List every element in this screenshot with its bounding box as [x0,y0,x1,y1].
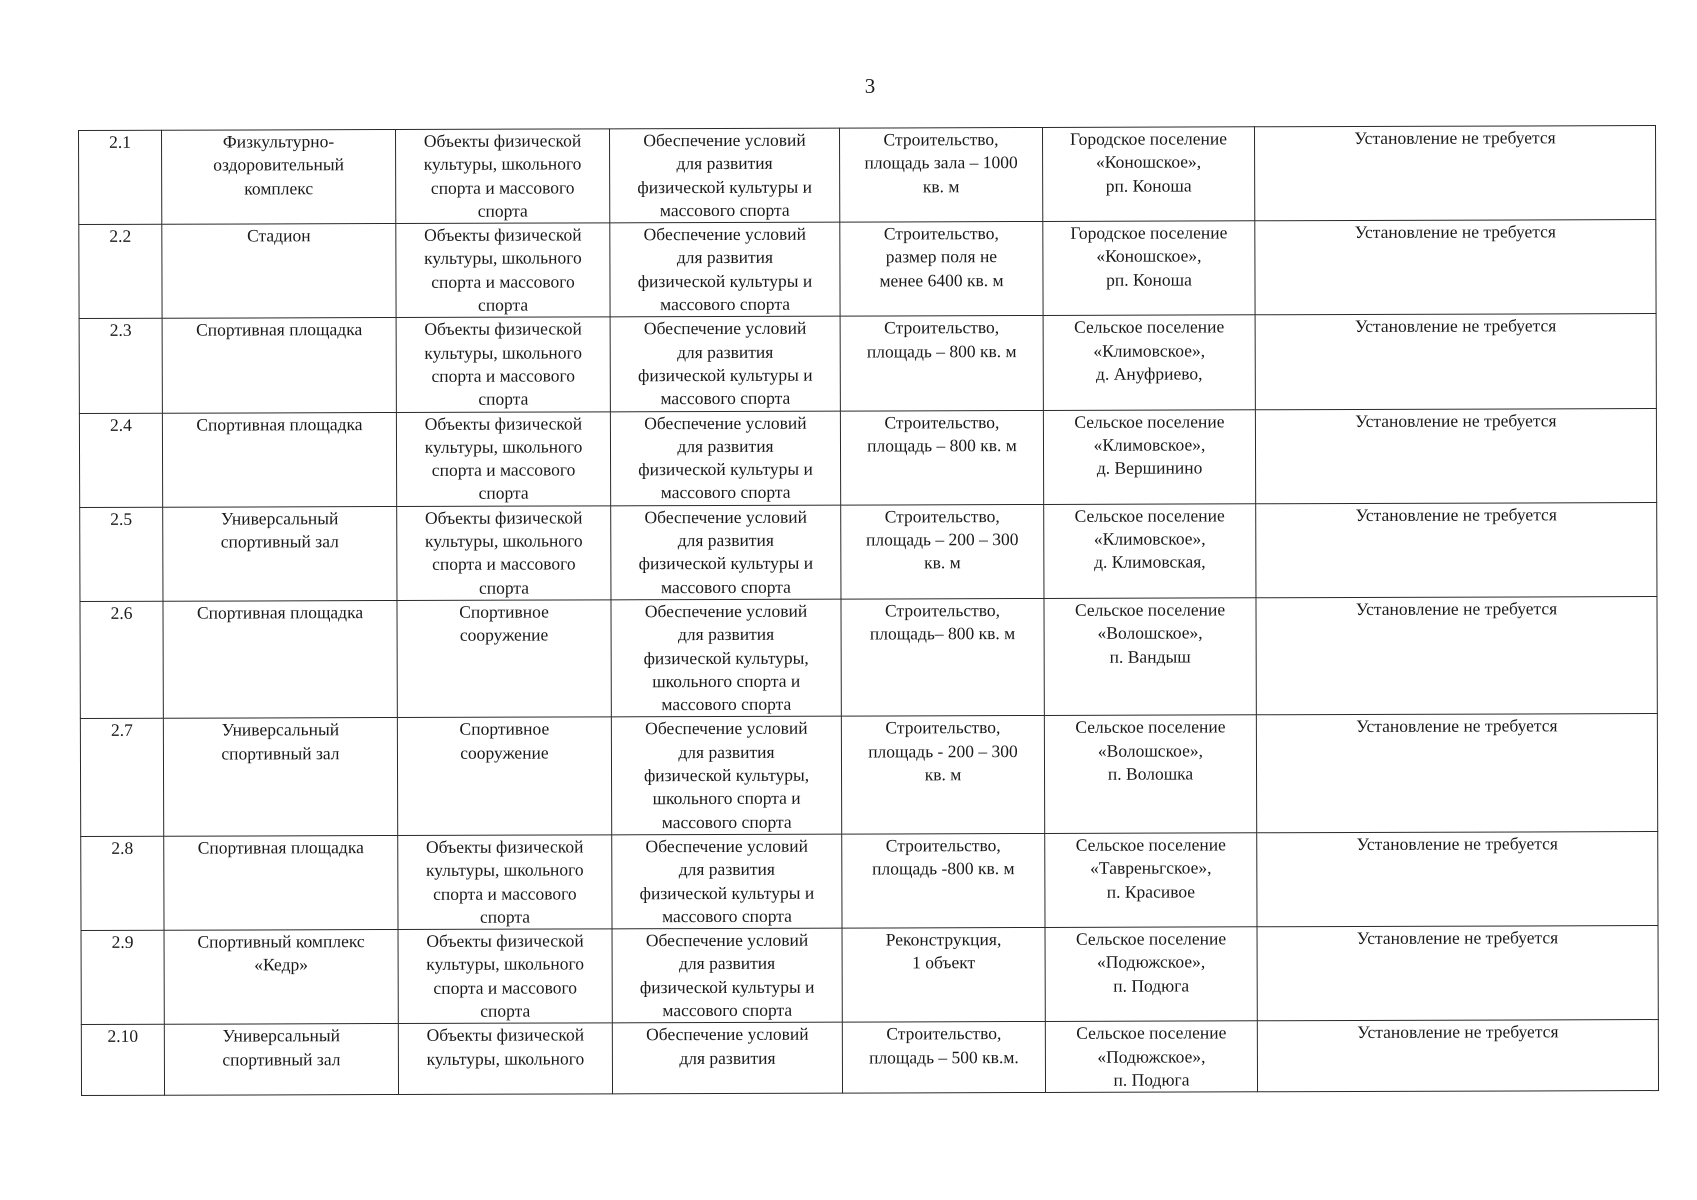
cell-object-name: Спортивный комплекс «Кедр» [164,930,398,1025]
cell-purpose: Обеспечение условий для развития физической культуры и массового спорта [612,834,842,929]
cell-object-name: Стадион [162,224,396,319]
cell-location: Сельское поселение «Тавреньгское», п. Красивое [1045,833,1257,928]
cell-object-type: Спортивное сооружение [397,717,611,835]
cell-purpose: Обеспечение условий для развития физической культуры, школьного спорта и массового спорта [611,717,841,835]
cell-object-type: Объекты физической культуры, школьного спорта и массового спорта [398,835,612,930]
table-row [81,926,1658,1025]
cell-zone: Установление не требуется [1257,831,1658,926]
cell-location: Сельское поселение «Климовское», д. Вершинино [1043,409,1255,504]
cell-object-type: Объекты физической культуры, школьного спорта и массового спорта [396,223,610,318]
cell-object-type: Объекты физической культуры, школьного [398,1023,612,1095]
cell-location: Сельское поселение «Волошское», п. Волошка [1044,715,1256,833]
cell-object-type: Объекты физической культуры, школьного спорта и массового спорта [396,129,610,224]
cell-object-name: Универсальный спортивный зал [164,1024,398,1096]
cell-location: Городское поселение «Коношское», рп. Коноша [1043,221,1255,316]
cell-characteristics: Строительство, размер поля не менее 6400 кв. м [840,222,1043,317]
cell-location: Сельское поселение «Подюжское», п. Подюга [1045,927,1257,1022]
cell-object-type: Объекты физической культуры, школьного спорта и массового спорта [397,506,611,601]
cell-object-name: Спортивная площадка [163,600,397,718]
cell-location: Сельское поселение «Подюжское», п. Подюга [1045,1021,1257,1093]
cell-purpose: Обеспечение условий для развития физической культуры, школьного спорта и массового спорта [611,599,841,717]
cell-object-type: Объекты физической культуры, школьного спорта и массового спорта [398,929,612,1024]
table-row [80,596,1657,718]
cell-characteristics: Строительство, площадь – 500 кв.м. [842,1022,1045,1094]
cell-zone: Установление не требуется [1257,1020,1658,1092]
cell-number: 2.7 [80,719,163,837]
cell-object-name: Спортивная площадка [162,318,396,413]
cell-characteristics: Строительство, площадь – 200 – 300 кв. м [841,504,1044,599]
cell-zone: Установление не требуется [1256,502,1657,597]
cell-number: 2.1 [79,130,162,224]
cell-object-type: Спортивное сооружение [397,600,611,718]
table-row [80,502,1657,601]
cell-characteristics: Строительство, площадь – 800 кв. м [840,410,1043,505]
table-row [79,220,1656,319]
table-row [81,1020,1658,1096]
cell-object-name: Универсальный спортивный зал [163,506,397,601]
cell-object-name: Спортивная площадка [162,412,396,507]
cell-zone: Установление не требуется [1256,714,1657,833]
table-row [79,314,1656,413]
cell-characteristics: Реконструкция, 1 объект [842,928,1045,1023]
cell-number: 2.8 [81,836,164,930]
cell-purpose: Обеспечение условий для развития физической культуры и массового спорта [611,505,841,600]
cell-number: 2.3 [79,319,162,413]
cell-zone: Установление не требуется [1255,220,1656,315]
cell-number: 2.2 [79,224,162,318]
cell-zone: Установление не требуется [1257,926,1658,1021]
cell-location: Сельское поселение «Климовское», д. Ануфриево, [1043,315,1255,410]
cell-purpose: Обеспечение условий для развития физической культуры и массового спорта [612,928,842,1023]
cell-zone: Установление не требуется [1254,126,1655,221]
cell-number: 2.10 [81,1025,164,1096]
cell-location: Сельское поселение «Климовское», д. Климовская, [1044,504,1256,599]
cell-purpose: Обеспечение условий для развития физической культуры и массового спорта [609,128,839,223]
cell-number: 2.6 [80,601,163,719]
cell-zone: Установление не требуется [1256,596,1657,715]
objects-table [78,125,1659,1096]
cell-number: 2.5 [80,507,163,601]
cell-object-type: Объекты физической культуры, школьного спорта и массового спорта [396,411,610,506]
cell-purpose: Обеспечение условий для развития физической культуры и массового спорта [610,316,840,411]
cell-number: 2.9 [81,930,164,1024]
cell-purpose: Обеспечение условий для развития физической культуры и массового спорта [610,411,840,506]
cell-zone: Установление не требуется [1255,314,1656,409]
cell-location: Сельское поселение «Волошское», п. Вандыш [1044,598,1256,716]
cell-purpose: Обеспечение условий для развития [612,1022,842,1094]
cell-object-name: Универсальный спортивный зал [163,718,397,836]
page-number: 3 [864,74,876,98]
cell-characteristics: Строительство, площадь– 800 кв. м [841,598,1044,716]
table-row [81,831,1658,930]
cell-zone: Установление не требуется [1255,408,1656,503]
table-row [79,408,1656,507]
cell-characteristics: Строительство, площадь зала – 1000 кв. м [839,127,1042,222]
cell-characteristics: Строительство, площадь - 200 – 300 кв. м [841,716,1044,834]
table-row [79,126,1656,225]
table-row [80,714,1657,836]
cell-characteristics: Строительство, площадь – 800 кв. м [840,316,1043,411]
cell-location: Городское поселение «Коношское», рп. Коноша [1042,127,1254,222]
cell-purpose: Обеспечение условий для развития физической культуры и массового спорта [610,222,840,317]
cell-object-name: Физкультурно- оздоровительный комплекс [162,130,396,225]
table-body [79,126,1659,1096]
cell-object-name: Спортивная площадка [164,835,398,930]
cell-number: 2.4 [79,413,162,507]
cell-characteristics: Строительство, площадь -800 кв. м [842,833,1045,928]
cell-object-type: Объекты физической культуры, школьного спорта и массового спорта [396,317,610,412]
